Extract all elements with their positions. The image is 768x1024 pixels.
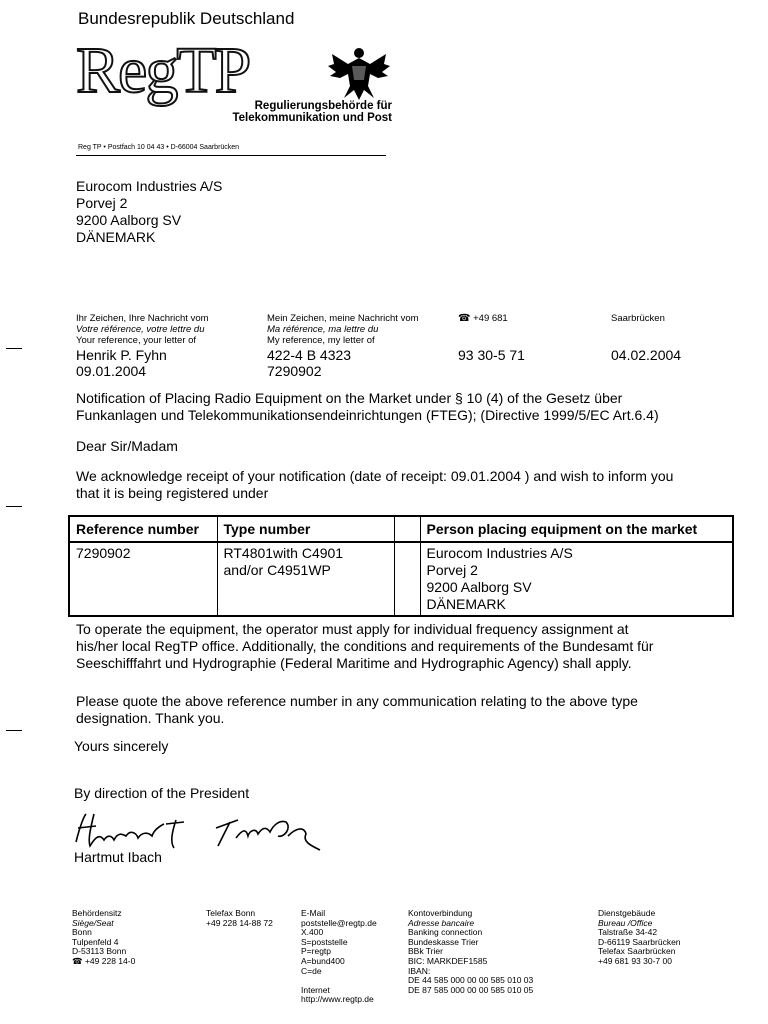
telephone-icon: ☎ (458, 313, 471, 324)
my-ref-code: 422-4 B 4323 (267, 347, 352, 363)
authority-line-1: Regulierungsbehörde für (254, 100, 392, 112)
phone-extension: 93 30-5 71 (458, 347, 525, 363)
footer-bank-line: Kontoverbindung (408, 908, 473, 918)
recipient-country: DÄNEMARK (76, 229, 156, 245)
sender-address-line: Reg TP • Postfach 10 04 43 • D-66004 Saarbrücken (78, 144, 240, 151)
your-reference-labels (76, 313, 209, 346)
footer-bank-line: DE 87 585 000 00 00 585 010 05 (408, 984, 534, 995)
footer-seat-line: Siège/Seat (72, 917, 114, 928)
footer-seat-line: Behördensitz (72, 908, 122, 918)
header-blank (394, 516, 420, 542)
footer-bank-line: Bundeskasse Trier (408, 936, 479, 947)
authority-name (192, 100, 392, 124)
footer-seat-line: D-53113 Bonn (72, 946, 127, 957)
person-line-1: Eurocom Industries A/S (426, 545, 573, 561)
subject-line-2: Funkanlagen und Telekommunikationsendeinrichtungen (FTEG); (Directive 1999/5/EC Art.6.4) (76, 407, 659, 423)
footer-email-line: X.400 (301, 927, 324, 938)
recipient-city: 9200 Aalborg SV (76, 212, 182, 228)
operation-paragraph (76, 621, 746, 672)
footer-bank-line: Banking connection (408, 927, 483, 938)
cell-person (420, 542, 733, 616)
footer-bank-line: Adresse bancaire (408, 917, 475, 928)
place-label: Saarbrücken (611, 313, 665, 324)
operate-line-3: Seeschifffahrt und Hydrographie (Federal Maritime and Hydrographic Agency) shall apply. (76, 655, 632, 671)
operate-line-1: To operate the equipment, the operator must apply for individual frequency assignment at (76, 621, 629, 637)
fold-mark (6, 506, 22, 507)
operate-line-2: his/her local RegTP office. Additionally, the conditions and requirements of the Bundesamt für (76, 638, 654, 654)
quote-line-2: designation. Thank you. (76, 710, 225, 726)
type-line-2: and/or C4951WP (223, 562, 331, 578)
quote-paragraph (76, 693, 746, 727)
telephone-icon: ☎ (72, 955, 83, 966)
your-reference-values (76, 347, 167, 379)
footer-email-line: C=de (301, 965, 322, 976)
registration-table (68, 515, 734, 617)
punch-mark (6, 730, 22, 731)
footer-office-line: Telefax Saarbrücken (598, 946, 676, 957)
table-row (69, 542, 733, 616)
phone-label (458, 313, 508, 324)
subject-line-1: Notification of Placing Radio Equipment on the Market under § 10 (4) of the Gesetz über (76, 390, 623, 406)
footer-bank (408, 909, 533, 995)
table-header-row (69, 516, 733, 542)
your-ref-label-en: Your reference, your letter of (76, 335, 197, 346)
footer-website-link[interactable]: http://www.regtp.de (301, 994, 374, 1005)
footer-email-line[interactable]: poststelle@regtp.de (301, 917, 377, 928)
footer-office-line: Dienstgebäude (598, 908, 656, 918)
footer-email-line: A=bund400 (301, 955, 345, 966)
footer-bank-line: DE 44 585 000 00 00 585 010 03 (408, 975, 534, 986)
type-line-1: RT4801with C4901 (223, 545, 344, 561)
my-ref-label-de: Mein Zeichen, meine Nachricht vom (267, 313, 419, 324)
my-ref-label-en: My reference, my letter of (267, 335, 375, 346)
footer-office-line: D-66119 Saarbrücken (598, 936, 681, 947)
footer-seat-phone (72, 957, 135, 967)
recipient-street: Porvej 2 (76, 195, 128, 211)
footer-office-line: Bureau /Office (598, 917, 653, 928)
fold-mark (6, 348, 22, 349)
footer-office-line: +49 681 93 30-7 00 (598, 955, 672, 966)
closing: Yours sincerely (74, 738, 169, 754)
regtp-logo: RegTP (76, 34, 250, 107)
your-ref-label-de: Ihr Zeichen, Ihre Nachricht vom (76, 313, 209, 324)
ack-line-1: We acknowledge receipt of your notification (date of receipt: 09.01.2004 ) and wish to inform you (76, 468, 674, 484)
footer-office (598, 909, 681, 967)
your-ref-name: Henrik P. Fyhn (76, 347, 167, 363)
footer-seat-line: Tulpenfeld 4 (72, 936, 119, 947)
your-ref-label-fr: Votre référence, votre lettre du (76, 324, 205, 335)
my-ref-number: 7290902 (267, 363, 322, 379)
authority-line-2: Telekommunikation und Post (232, 112, 392, 124)
direction-line: By direction of the President (74, 785, 250, 801)
footer-email (301, 909, 377, 1005)
header-type-number: Type number (217, 516, 394, 542)
header-person-placing: Person placing equipment on the market (420, 516, 733, 542)
your-ref-date: 09.01.2004 (76, 363, 147, 379)
footer-email-line: Internet (301, 984, 330, 995)
my-reference-values (267, 347, 351, 379)
my-ref-label-fr: Ma référence, ma lettre du (267, 324, 379, 335)
letter-date: 04.02.2004 (611, 347, 682, 363)
footer-bank-line: BIC: MARKDEF1585 (408, 955, 488, 966)
subject (76, 390, 716, 424)
recipient-address (76, 178, 222, 246)
my-reference-labels (267, 313, 419, 346)
quote-line-1: Please quote the above reference number in any communication relating to the above type (76, 693, 638, 709)
person-line-2: Porvej 2 (426, 562, 478, 578)
cell-blank (394, 542, 420, 616)
footer-seat (72, 909, 135, 967)
person-line-4: DÄNEMARK (426, 596, 506, 612)
header-reference-number: Reference number (69, 516, 217, 542)
footer-bank-line: BBk Trier (408, 946, 443, 957)
country-heading: Bundesrepublik Deutschland (78, 9, 295, 28)
ack-line-2: that it is being registered under (76, 485, 269, 501)
acknowledgement (76, 468, 736, 502)
cell-reference: 7290902 (69, 542, 217, 616)
footer-seat-line: +49 228 14-0 (84, 955, 136, 966)
footer-office-line: Talstraße 34-42 (598, 927, 658, 938)
phone-prefix: +49 681 (473, 313, 508, 324)
footer-email-line: E-Mail (301, 908, 326, 918)
cell-type (217, 542, 394, 616)
salutation: Dear Sir/Madam (76, 438, 178, 454)
signatory-name: Hartmut Ibach (74, 849, 162, 865)
footer-email-line: S=poststelle (301, 936, 348, 947)
sender-divider (76, 155, 386, 156)
person-line-3: 9200 Aalborg SV (426, 579, 532, 595)
footer-fax-line: +49 228 14-88 72 (206, 917, 273, 928)
footer-fax-line: Telefax Bonn (206, 908, 256, 918)
footer-email-line: P=regtp (301, 946, 332, 957)
recipient-company: Eurocom Industries A/S (76, 178, 223, 194)
footer-bank-line: IBAN: (408, 965, 431, 976)
footer-seat-line: Bonn (72, 927, 92, 938)
footer-fax (206, 909, 273, 928)
federal-eagle-icon (326, 44, 392, 104)
